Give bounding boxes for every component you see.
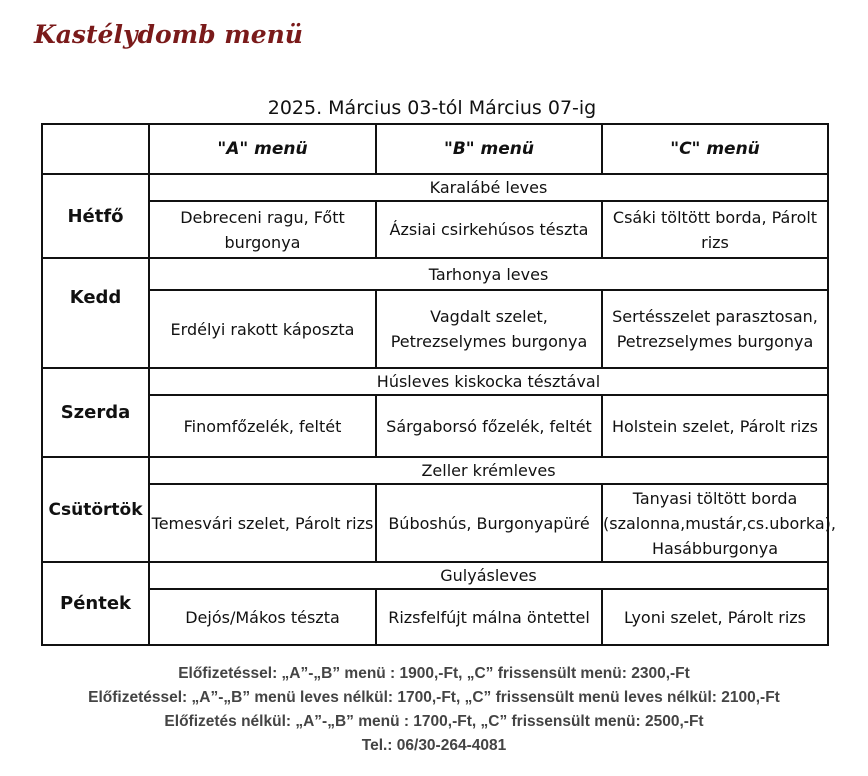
table-row <box>42 174 828 201</box>
day-label: Csütörtök <box>42 457 149 562</box>
table-row <box>42 589 828 645</box>
dish-b: Sárgaborsó főzelék, feltét <box>376 395 602 457</box>
corner-cell <box>42 124 149 174</box>
dish-b: Rizsfelfújt málna öntettel <box>376 589 602 645</box>
table-row <box>42 395 828 457</box>
dish-b: Ázsiai csirkehúsos tészta <box>376 201 602 258</box>
soup-cell: Karalábé leves <box>149 174 828 201</box>
header-a: "A" menü <box>149 124 376 174</box>
dish-c: Sertésszelet parasztosan, Petrezselymes burgonya <box>602 290 828 368</box>
day-label: Hétfő <box>42 174 149 258</box>
dish-c: Holstein szelet, Párolt rizs <box>602 395 828 457</box>
soup-cell: Gulyásleves <box>149 562 828 589</box>
dish-b: Vagdalt szelet, Petrezselymes burgonya <box>376 290 602 368</box>
date-range: 2025. Március 03-tól Március 07-ig <box>267 97 597 119</box>
table-row <box>42 457 828 484</box>
dish-c: Tanyasi töltött borda (szalonna,mustár,cs.uborka), Hasábburgonya <box>602 484 828 562</box>
dish-c: Csáki töltött borda, Párolt rizs <box>602 201 828 258</box>
table-row <box>42 290 828 368</box>
table-row <box>42 201 828 258</box>
day-label: Péntek <box>42 562 149 645</box>
header-b: "B" menü <box>376 124 602 174</box>
dish-a: Finomfőzelék, feltét <box>149 395 376 457</box>
header-row <box>42 124 828 174</box>
soup-cell: Húsleves kiskocka tésztával <box>149 368 828 395</box>
table-row <box>42 258 828 290</box>
table-row <box>42 368 828 395</box>
dish-a: Temesvári szelet, Párolt rizs <box>149 484 376 562</box>
price-line-1: Előfizetéssel: „A”-„B” menü : 1900,-Ft, „C” frissensült menü: 2300,-Ft <box>178 665 690 682</box>
soup-cell: Zeller krémleves <box>149 457 828 484</box>
soup-cell: Tarhonya leves <box>149 258 828 290</box>
dish-c: Lyoni szelet, Párolt rizs <box>602 589 828 645</box>
header-c: "C" menü <box>602 124 828 174</box>
table-row <box>42 562 828 589</box>
dish-a: Erdélyi rakott káposzta <box>149 290 376 368</box>
phone-line: Tel.: 06/30-264-4081 <box>361 737 507 754</box>
price-line-2: Előfizetéssel: „A”-„B” menü leves nélkül: 1700,-Ft, „C” frissensült menü leves nélkül: 2100,-Ft <box>88 689 780 706</box>
table-row <box>42 484 828 562</box>
dish-a: Debreceni ragu, Főtt burgonya <box>149 201 376 258</box>
day-label: Szerda <box>42 368 149 457</box>
price-line-3: Előfizetés nélkül: „A”-„B” menü : 1700,-Ft, „C” frissensült menü: 2500,-Ft <box>164 713 704 730</box>
page-title: Kastélydomb menü <box>34 20 303 49</box>
dish-a: Dejós/Mákos tészta <box>149 589 376 645</box>
menu-table <box>41 123 836 646</box>
day-label: Kedd <box>42 258 149 368</box>
dish-b: Búboshús, Burgonyapüré <box>376 484 602 562</box>
